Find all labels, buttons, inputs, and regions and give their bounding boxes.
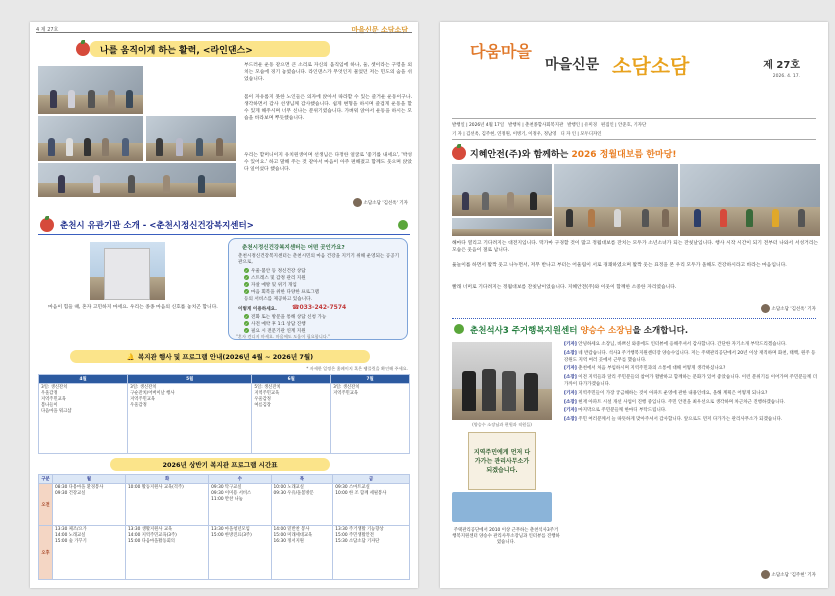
info-publisher: 발행처 | 춘천종합사회복지관: [508, 123, 564, 128]
article2-caption: 주택관리공단에서 2010 이상 근무하는 춘천석사3주거행복지원센터 양승수 관리사무소장님과 인터뷰를 진행하였습니다.: [452, 528, 560, 545]
masthead-name: 마을신문: [545, 57, 600, 73]
apple-icon-3: [452, 146, 466, 160]
clover-icon-2: [454, 324, 464, 334]
article1-paragraph-3: 빨래 너머로 기다려지는 정월대보름 잔칫날이었습니다. 지혜안전(주)와 이웃이 함께한 소중한 자리였습니다.: [452, 285, 677, 290]
masthead-name-highlight: 소담소담: [612, 54, 690, 78]
article1-byline: 소담소담 '김선옥' 기자: [761, 304, 816, 313]
schedule-note: * 자세한 일정은 홈페이지 혹은 팸플릿을 확인해 주세요.: [306, 366, 408, 371]
issue-date: 2026. 4. 17.: [772, 74, 800, 79]
info-editor: 편집인 | 안준호, 기자단: [600, 123, 647, 128]
weekly-header: 구분: [39, 475, 53, 484]
newsletter-page-right: [440, 22, 828, 588]
newsletter-page-left: [30, 22, 418, 588]
weekly-cell: 09:30 스마트교실 10:00 한 조 함께 세필봉사: [333, 484, 410, 526]
weekly-cell: 14:00 밑반찬 봉사 15:00 미래세대교육 16:30 정서지원: [271, 526, 333, 580]
article1-photo-3: [680, 164, 820, 236]
facility-phone[interactable]: ☎033-242-7574: [292, 304, 347, 311]
article1-photo-2: [554, 164, 678, 236]
weekly-header: 화: [125, 475, 208, 484]
info-reporters: 기 자 | 김선옥, 김주현, 연정원, 이병기, 이정우, 정남영: [452, 132, 557, 137]
info-issuer: 발행인 | 유미경: [567, 123, 597, 128]
article2-photo-caption: (양승수 소장님과 편원과 직원들): [472, 422, 532, 427]
article1-title: 지혜안전(주)와 함께하는 2026 정월대보름 한마당!: [470, 150, 677, 160]
facility-contact-2: ✓ 사전 예약 후 1:1 상담 진행: [244, 321, 306, 327]
weekly-title: 2026년 상반기 복지관 프로그램 시간표: [110, 458, 330, 471]
qa-item: [소장] 주민 여러분께서 늘 따뜻하게 맞아주셔서 감사합니다. 앞으로도 먼저 다가가는 관리사무소가 되겠습니다.: [564, 417, 783, 423]
qa-item: [소장] 이전 지역들과 달리 주민분들의 참여가 활발하고 함께하는 문화가 있어 좋았습니다. 이런 분위기를 이어가며 주민분들께 더 가까이 다가가겠습니다.: [564, 375, 818, 387]
publication-info: [452, 118, 816, 140]
reporter-avatar: [761, 570, 770, 579]
month-cell: 5일: 생신잔치 지역주민교육 우울감정 여름김장: [252, 384, 331, 454]
info-design: 디 자 인 | 모두디자인: [560, 132, 602, 137]
brand-small: 마을신문 소담소담: [351, 26, 408, 34]
top-rule: [36, 32, 412, 33]
facility-contact-label: 이렇게 이용하세요.: [238, 307, 277, 312]
article2-interview: [564, 342, 820, 426]
weekly-cell: 10:00 활동지원사 교육(격주): [125, 484, 208, 526]
qa-item: [기자] 안녕하세요 소장님, 바쁘신 와중에도 인터뷰에 응해주셔서 감사합니다. 간단한 자기소개 부탁드리겠습니다.: [564, 342, 787, 347]
month-header: 6월: [252, 375, 331, 384]
weekly-cell: 13:30 체조/요가 14:00 노래교실 15:00 숲 가꾸기: [53, 526, 126, 580]
masthead: [440, 34, 828, 114]
masthead-logo: 다움마을: [470, 42, 532, 61]
qa-item: [기자] 지역주민들이 가장 궁금해하는 것이 아파트 운영에 관한 내용인데요, 올해 계획은 어떻게 되나요?: [564, 390, 768, 396]
weekly-table: [38, 474, 410, 580]
qa-item: [기자] 춘천에서 처음 부임하시며 지역주민과의 소통에 대해 어떻게 생각하셨나요?: [564, 366, 726, 372]
schedule-title: 🔔 복지관 행사 및 프로그램 안내(2026년 4월 ~ 2026년 7월): [70, 350, 370, 363]
weekly-cell: 13:30 생활지원사 교육 14:00 지역주민교육(3주) 15:00 다음마을활동회의: [125, 526, 208, 580]
facility-quote: "혼자 견디지 마세요. 마음에도 도움이 필요합니다.": [236, 334, 331, 339]
weekly-header: 목: [271, 475, 333, 484]
facility-service-2: ✓ 스트레스 및 감정 관리 지원: [244, 275, 306, 281]
brand-main: 소담소담: [380, 26, 408, 34]
feature-title: 나를 움직이게 하는 활력, <라인댄스>: [90, 41, 330, 57]
facility-caption: 마음이 힘들 때, 혼자 고민하지 마세요. 우리는 종종 마음의 신호를 놓치곤 합니다.: [48, 305, 218, 310]
month-header: 4월: [39, 375, 128, 384]
feature-photo-3: [146, 116, 236, 161]
reporter-avatar: [353, 198, 362, 207]
facility-service-3: ✓ 자살 예방 및 위기 개입: [244, 282, 297, 288]
weekly-cell: 08:30 다용마을 환경봉사 09:30 건강교실: [53, 484, 126, 526]
weekly-cell: 13:30 마을청년모임 15:00 한방진료(3주): [209, 526, 271, 580]
feature-photo-4: [38, 163, 236, 197]
article2-sign: 지역주민에게 먼저 다가가는 관리사무소가 되겠습니다.: [468, 432, 536, 490]
reporter-avatar: [761, 304, 770, 313]
month-header: 7월: [331, 375, 410, 384]
facility-rule: [38, 234, 410, 235]
facility-bubble-title: 춘천시정신건강복지센터는 어떤 곳인가요?: [242, 245, 345, 251]
month-cell: 3일: 생신잔치 우울감정 지역주민교육 봄나들이 다음마을 워크샵: [39, 384, 128, 454]
article2-figure-illustration: [452, 492, 552, 522]
facility-service-note: 등의 서비스를 제공하고 있습니다.: [244, 297, 312, 302]
article-divider: [452, 318, 816, 319]
facility-intro: 춘천시정신건강복지센터는 춘천시민의 마음 건강을 지키기 위해 운영되는 공공기관으로,: [238, 254, 400, 265]
qa-item: [소장] 네 반갑습니다. 석사3 주거행복지원센터장 양승수입니다. 저는 주택관리공단에서 20년 이상 재직하며 화천, 태백, 원주 등 강원도 지역 여러 곳에서 근무를 했습니다.: [564, 350, 816, 363]
feature-paragraph-3: 우리는 할머니이지 유치원생이며 선생님은 다정한 얼굴로 '좋기를 내세요', '박성 수 있어요.' 하고 말해 주는 것 같아서 마음이 아주 편해졌고 함께도 웃으며 앉았다 일어섰다 했습니다.: [244, 153, 412, 172]
facility-building-photo: [90, 242, 165, 300]
feature-photo-1: [38, 66, 143, 114]
clover-icon: [398, 220, 408, 230]
article2-group-photo: [452, 342, 552, 420]
feature-photo-2: [38, 116, 143, 161]
feature-paragraph-2: 몸이 자유롭지 못한 노인들은 의자에 앉아서 따라할 수 있는 즐거운 운동이구나. 생각하면서 감사 선생님께 감사했습니다. 쉽게 변형을 하시며 즐겁게 운동을 할 수 있게 해주시며 너무 신나는 분위기였습니다. 가벼워 앉아서 운동을 하시는 모습을 바라보며 뿌듯했습니다.: [244, 95, 412, 121]
qa-item: [기자] 마지막으로 주민분들께 한마디 부탁드립니다.: [564, 408, 667, 414]
facility-service-4: ✓ 마음 회복을 위한 다양한 프로그램: [244, 289, 319, 295]
article1-photo-4: [452, 218, 552, 236]
weekly-row-label: 오전: [39, 484, 53, 526]
weekly-header: 금: [333, 475, 410, 484]
info-date: 발행일 | 2026년 4월 17일: [452, 123, 505, 128]
feature-paragraph-1: 부드러운 운동 같으면 큰 소리로 자신의 움직임에 하나, 둘, 셋이라는 구령을 외치는 모습에 경기 놓였습니다. 라인댄스가 무엇인지 물었던 저는 민도의 숨을 쉬었습니다.: [244, 63, 412, 82]
weekly-cell: 13:30 주거생활 기능향상 15:00 주민생활안전 15:30 소담소담 기자단: [333, 526, 410, 580]
weekly-row-label: 오후: [39, 526, 53, 580]
qa-item: [소장] 현재 아파트 시설 개선 사업이 진행 중입니다. 주민 안전을 최우선으로 생각하며 차근차근 진행하겠습니다.: [564, 399, 786, 405]
month-cell: 3일: 생신잔치 구순잔치/어버이날 행사 지역주민교육 우울감정: [128, 384, 252, 454]
feature-byline: 소담소담 '김선옥' 기자: [353, 198, 408, 207]
facility-title: 춘천시 유관기관 소개 - <춘천시정신건강복지센터>: [60, 221, 254, 231]
weekly-cell: 09:30 탁구교실 09:30 이미용 서비스 11:00 반찬 나눔: [209, 484, 271, 526]
article2-title: 춘천석사3 주거행복지원센터 양승수 소장님을 소개합니다.: [470, 326, 689, 336]
weekly-header: 수: [209, 475, 271, 484]
bell-icon: 🔔: [126, 352, 135, 361]
apple-icon-2: [40, 218, 54, 232]
schedule-table: [38, 374, 410, 454]
facility-contact-1: ✓ 전화 또는 방문을 통해 상담 신청 가능: [244, 314, 327, 320]
facility-contact-3: ✓ 필요 시 전문기관 연계 지원: [244, 328, 306, 334]
facility-service-1: ✓ 우울·불안 등 정신건강 상담: [244, 268, 306, 274]
article1-photo-1: [452, 164, 552, 216]
month-header: 5월: [128, 375, 252, 384]
weekly-header: 월: [53, 475, 126, 484]
page-number: 4 제 27호: [36, 27, 59, 33]
article2-byline: 소담소담 '김주현' 기자: [761, 570, 816, 579]
article1-paragraph-2: 윷놀이를 하면서 활짝 웃고 나누면서, 저무 반나고 부터는 어울림이 서로 경쾌하였으며 활짝 웃는 표정을 본 우리 모두가 올해도 건강하시라고 바라는 마음입니다.: [452, 263, 787, 268]
weekly-cell: 10:00 노래교실 09:30 우유/돌봄방문: [271, 484, 333, 526]
article1-paragraph-1: 해마다 열리고 기다려지는 대전지입니다. 떡가마 구경할 것이 많고 정월대보름 잔치는 모두가 소년소녀가 되는 잔칫날입니다. 행사 시작 시간이 되기 전부터 나와서 서성거리는 모습은 웃음이 절로 납니다.: [452, 241, 818, 253]
month-cell: 3일: 생신잔치 지역주민교육: [331, 384, 410, 454]
apple-icon: [76, 42, 90, 56]
issue-number: 제 27호: [763, 60, 800, 71]
